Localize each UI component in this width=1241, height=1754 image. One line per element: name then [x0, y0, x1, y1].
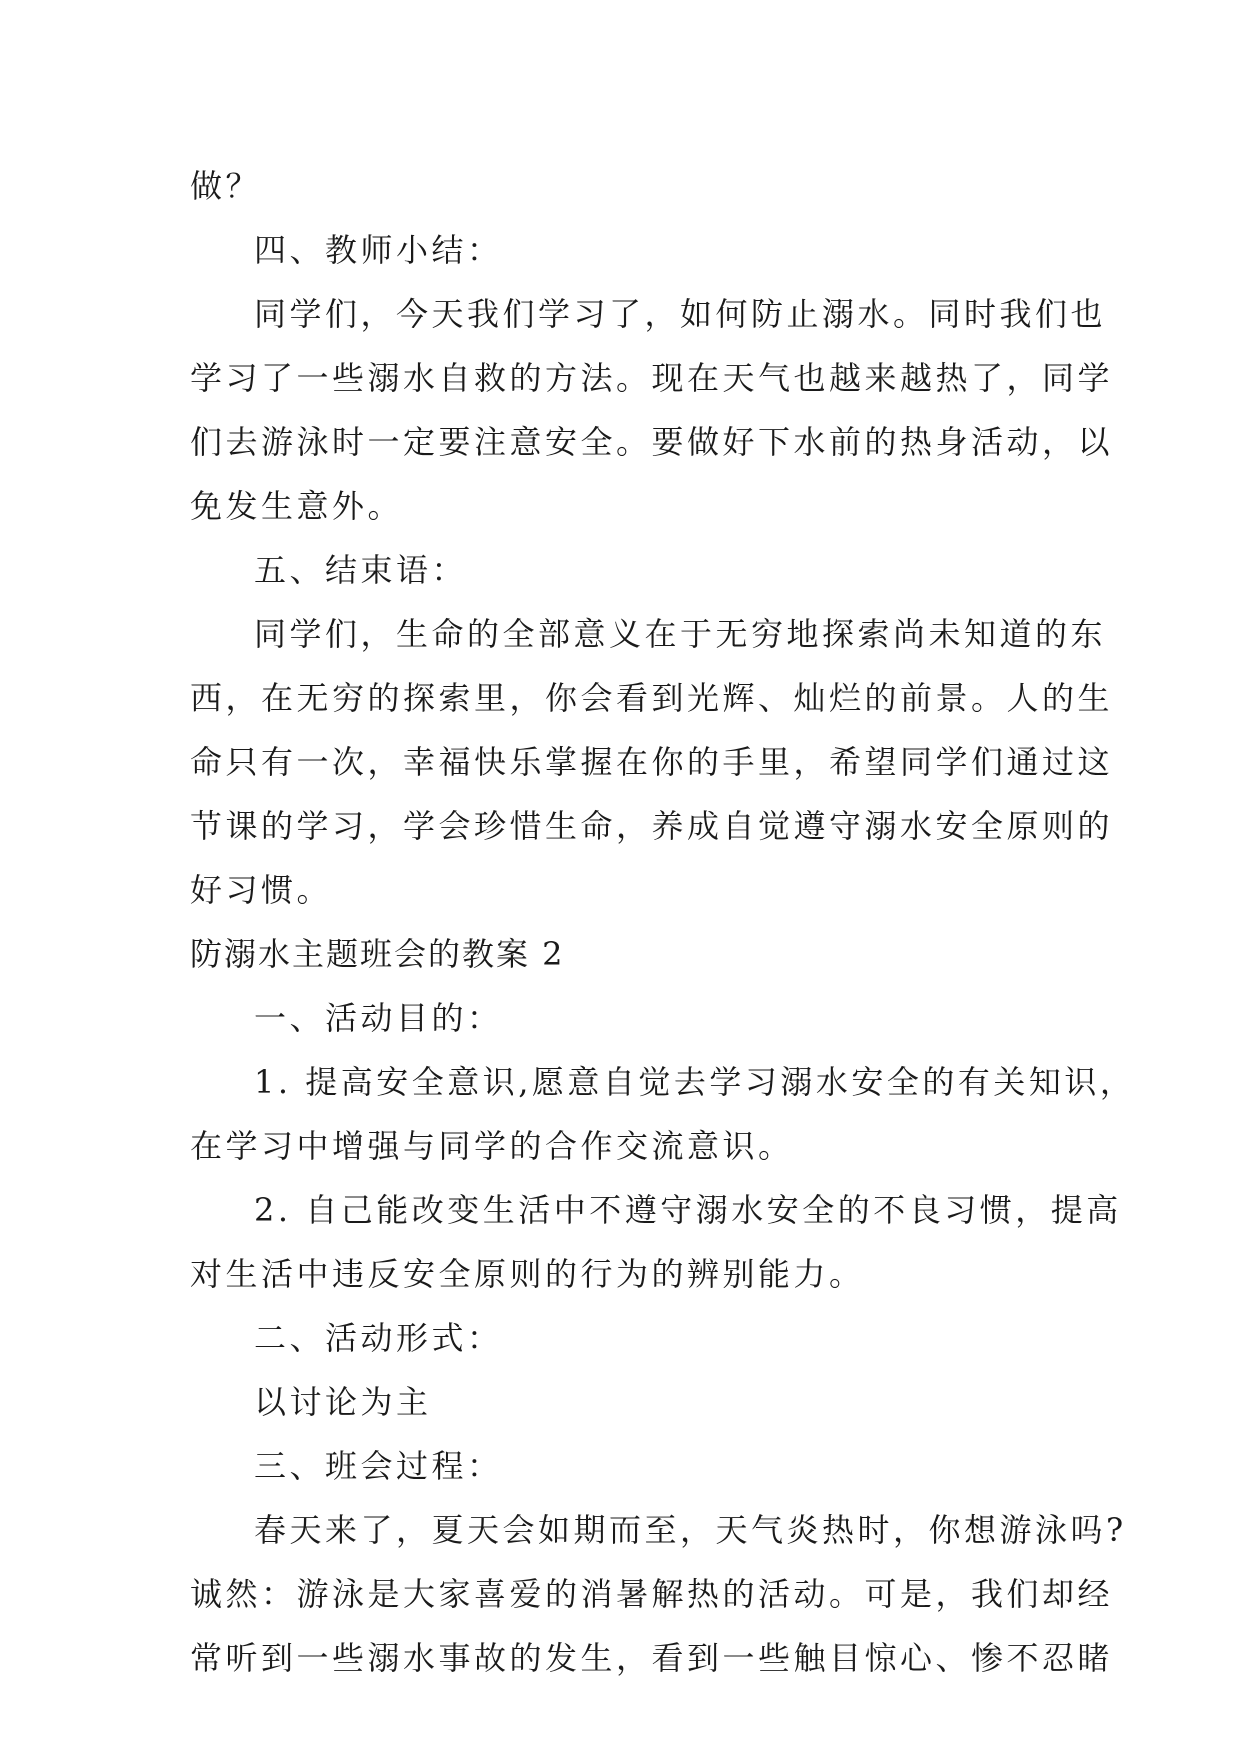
text-line: 以讨论为主 [254, 1383, 432, 1421]
text-line: 西，在无穷的探索里，你会看到光辉、灿烂的前景。人的生 [190, 679, 1114, 717]
document-body [190, 154, 1136, 1690]
text-line: 命只有一次，幸福快乐掌握在你的手里，希望同学们通过这 [190, 743, 1114, 781]
text-line: 同学们，生命的全部意义在于无穷地探索尚未知道的东 [254, 615, 1107, 653]
document-subtitle: 防溺水主题班会的教案 2 [190, 935, 565, 973]
text-line: 做？ [190, 167, 262, 205]
section-heading: 五、结束语： [254, 551, 468, 589]
text-line: 节课的学习，学会珍惜生命，养成自觉遵守溺水安全原则的 [190, 807, 1114, 845]
text-line: 好习惯。 [190, 871, 333, 909]
text-line: 们去游泳时一定要注意安全。要做好下水前的热身活动，以 [190, 423, 1114, 461]
text-line: 同学们，今天我们学习了，如何防止溺水。同时我们也 [254, 295, 1107, 333]
text-line: 1. 提高安全意识,愿意自觉去学习溺水安全的有关知识， [254, 1063, 1136, 1101]
section-heading: 三、班会过程： [254, 1447, 503, 1485]
section-heading: 二、活动形式： [254, 1319, 503, 1357]
section-heading: 四、教师小结： [254, 231, 503, 269]
text-line: 在学习中增强与同学的合作交流意识。 [190, 1127, 794, 1165]
text-line: 学习了一些溺水自救的方法。现在天气也越来越热了，同学 [190, 359, 1114, 397]
text-line: 免发生意外。 [190, 487, 404, 525]
text-line: 对生活中违反安全原则的行为的辨别能力。 [190, 1255, 865, 1293]
text-line: 诚然：游泳是大家喜爱的消暑解热的活动。可是，我们却经 [190, 1575, 1114, 1613]
text-line: 2. 自己能改变生活中不遵守溺水安全的不良习惯，提高 [254, 1191, 1122, 1229]
section-heading: 一、活动目的： [254, 999, 503, 1037]
text-line: 常听到一些溺水事故的发生，看到一些触目惊心、惨不忍睹 [190, 1639, 1114, 1677]
text-line: 春天来了，夏天会如期而至，天气炎热时，你想游泳吗? [254, 1511, 1127, 1549]
